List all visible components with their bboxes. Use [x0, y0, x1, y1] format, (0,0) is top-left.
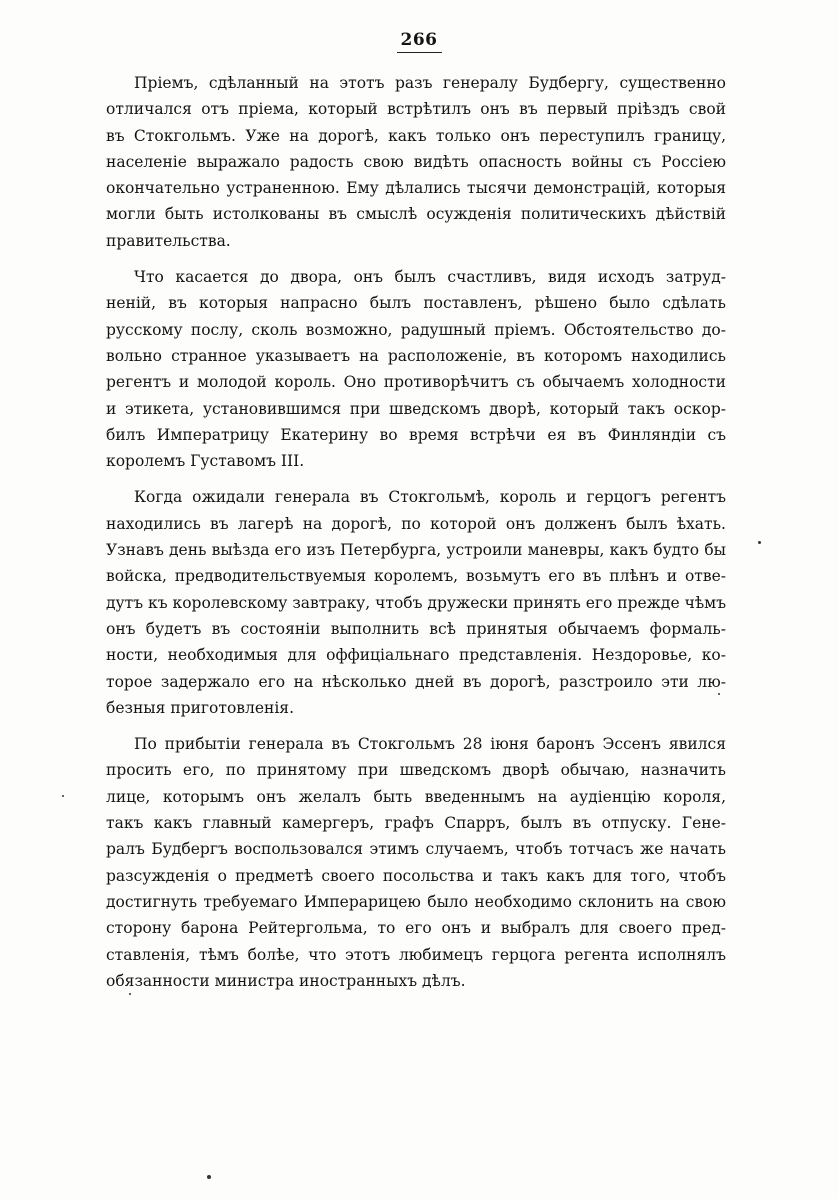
text-line: окончательно устраненною. Ему дѣлались тысячи демонстрацій, которыя [106, 179, 726, 198]
text-line: такъ какъ главный камергеръ, графъ Спарръ, былъ въ отпуску. Гене- [106, 814, 726, 833]
scan-speck [129, 993, 131, 995]
text-line: торое задержало его на нѣсколько дней въ дорогѣ, разстроило эти лю- [106, 672, 726, 691]
text-line: правительства. [106, 231, 231, 250]
text-line: Что касается до двора, онъ былъ счастливъ, видя исходъ затруд- [134, 268, 726, 287]
text-line: билъ Императрицу Екатерину во время встрѣчи ея въ Финляндіи съ [106, 425, 726, 444]
text-line: въ Стокгольмъ. Уже на дорогѣ, какъ только онъ переступилъ границу, [106, 126, 726, 145]
text-line: неній, въ которыя напрасно былъ поставленъ, рѣшено было сдѣлать [106, 294, 726, 313]
scan-speck [758, 541, 761, 544]
text-line: По прибытіи генерала въ Стокгольмъ 28 іюня баронъ Эссенъ явился [134, 735, 726, 754]
page-number [0, 30, 838, 50]
text-line: лице, которымъ онъ желалъ быть введеннымъ на аудіенцію короля, [106, 787, 726, 806]
text-line: онъ будетъ въ состояніи выполнить всѣ принятыя обычаемъ формаль- [106, 619, 726, 638]
text-line: населеніе выражало радость свою видѣть опасность войны съ Россіею [106, 152, 726, 171]
text-line: Узнавъ день выѣзда его изъ Петербурга, устроили маневры, какъ будто бы [106, 541, 726, 560]
text-line: вольно странное указываетъ на расположеніе, въ которомъ находились [106, 346, 726, 365]
text-line: регентъ и молодой король. Оно противорѣчитъ съ обычаемъ холодности [106, 373, 726, 392]
text-line: ставленія, тѣмъ болѣе, что этотъ любимецъ герцога регента исполнялъ [106, 945, 726, 964]
text-line: сторону барона Рейтергольма, то его онъ и выбралъ для своего пред- [106, 919, 726, 938]
paragraph-1 [106, 70, 726, 254]
text-line: ралъ Будбергъ воспользовался этимъ случаемъ, чтобъ тотчасъ же начать [106, 840, 726, 859]
text-line: находились въ лагерѣ на дорогѣ, по которой онъ долженъ былъ ѣхать. [106, 514, 726, 533]
scan-speck [207, 1175, 211, 1179]
paragraph-3 [106, 484, 726, 721]
text-line: ности, необходимыя для оффиціальнаго представленія. Нездоровье, ко- [106, 646, 726, 665]
text-line: войска, предводительствуемыя королемъ, возьмутъ его въ плѣнъ и отве- [106, 567, 726, 586]
text-line: русскому послу, сколь возможно, радушный пріемъ. Обстоятельство до- [106, 320, 726, 339]
document-body [106, 70, 726, 1004]
text-line: могли быть истолкованы въ смыслѣ осужденія политическихъ дѣйствій [106, 205, 726, 224]
text-line: дутъ къ королевскому завтраку, чтобъ дружески принять его прежде чѣмъ [106, 593, 727, 612]
text-line: и этикета, установившимся при шведскомъ дворѣ, который такъ оскор- [106, 399, 726, 418]
page-number-text: 266 [397, 30, 442, 53]
text-line: обязанности министра иностранныхъ дѣлъ. [106, 971, 466, 990]
text-line: Пріемъ, сдѣланный на этотъ разъ генералу Будбергу, существенно [134, 74, 726, 92]
text-line: безныя приготовленія. [106, 698, 295, 717]
scan-speck [718, 693, 720, 695]
paragraph-4 [106, 731, 726, 994]
paragraph-2 [106, 264, 726, 474]
text-line: просить его, по принятому при шведскомъ дворѣ обычаю, назначить [106, 761, 726, 780]
text-line: достигнуть требуемаго Имперарицею было необходимо склонить на свою [106, 892, 726, 911]
text-line: королемъ Густавомъ III. [106, 452, 305, 471]
text-line: разсужденія о предметѣ своего посольства и такъ какъ для того, чтобъ [106, 866, 726, 885]
text-line: Когда ожидали генерала въ Стокгольмѣ, король и герцогъ регентъ [134, 488, 726, 507]
scan-speck [62, 795, 64, 797]
text-line: отличался отъ пріема, который встрѣтилъ онъ въ первый пріѣздъ свой [106, 100, 726, 119]
